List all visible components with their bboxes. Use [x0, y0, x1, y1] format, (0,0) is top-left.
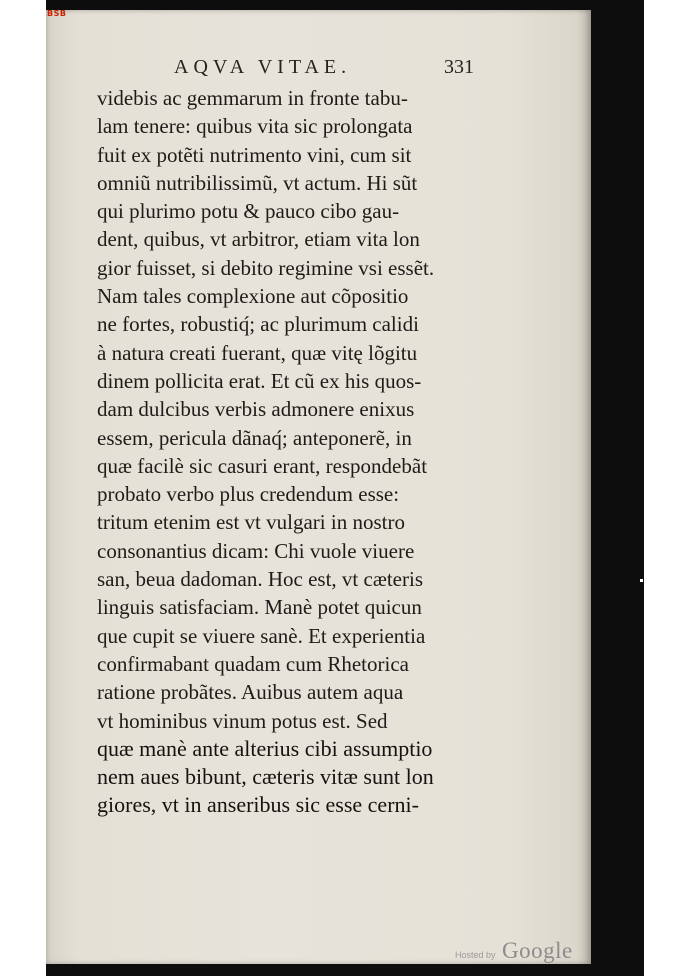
text-line: essem, pericula dãnaq́; anteponerẽ, in: [97, 425, 412, 450]
text-line: fuit ex potẽti nutrimento vini, cum sit: [97, 142, 412, 167]
scan-artifact: [640, 579, 643, 582]
text-line: quæ facilè sic casuri erant, respondebãt: [97, 453, 428, 478]
google-logo: Google: [501, 938, 573, 963]
text-line: que cupit se viuere sanè. Et experientia: [97, 623, 426, 648]
text-line: san, beua dadoman. Hoc est, vt cæteris: [97, 567, 423, 592]
text-line: Nam tales complexione aut cõpositio: [97, 284, 409, 309]
text-line: giores, vt in anseribus sic esse cerni-: [97, 792, 419, 818]
text-line: videbis ac gemmarum in fronte tabu-: [97, 86, 408, 110]
text-line: dent, quibus, vt arbitror, etiam vita lon: [97, 227, 420, 252]
text-line: ratione probãtes. Auibus autem aqua: [97, 680, 404, 705]
running-head: AQVA VITAE.: [174, 56, 352, 78]
text-line: omniũ nutribilissimũ, vt actum. Hi sũt: [97, 170, 418, 195]
text-line: gior fuisset, si debito regimine vsi essẽt.: [97, 255, 435, 280]
library-stamp: BSB: [47, 9, 67, 18]
text-line: tritum etenim est vt vulgari in nostro: [97, 510, 405, 535]
text-line: à natura creati fuerant, quæ vitę lõgitu: [97, 340, 418, 365]
page-number: 331: [444, 56, 474, 78]
text-line: vt hominibus vinum potus est. Sed: [97, 708, 388, 733]
text-line: dinem pollicita erat. Et cũ ex his quos-: [97, 368, 422, 393]
text-line: qui plurimo potu & pauco cibo gau-: [97, 199, 400, 224]
text-line: quæ manè ante alterius cibi assumptio: [97, 735, 433, 761]
text-line: confirmabant quadam cum Rhetorica: [97, 651, 409, 676]
text-line: lam tenere: quibus vita sic prolongata: [97, 114, 413, 139]
text-line: dam dulcibus verbis admonere enixus: [97, 397, 415, 422]
text-line: linguis satisfaciam. Manè potet quicun: [97, 595, 422, 620]
outer-margin: [0, 0, 46, 976]
text-line: nem aues bibunt, cæteris vitæ sunt lon: [97, 764, 434, 790]
text-line: probato verbo plus credendum esse:: [97, 482, 400, 507]
hosted-by-label: Hosted by: [455, 950, 496, 960]
google-watermark: [455, 938, 573, 964]
body-text: [97, 84, 497, 820]
text-line: consonantius dicam: Chi vuole viuere: [97, 538, 415, 563]
text-line: ne fortes, robustiq́; ac plurimum calidi: [97, 312, 419, 337]
